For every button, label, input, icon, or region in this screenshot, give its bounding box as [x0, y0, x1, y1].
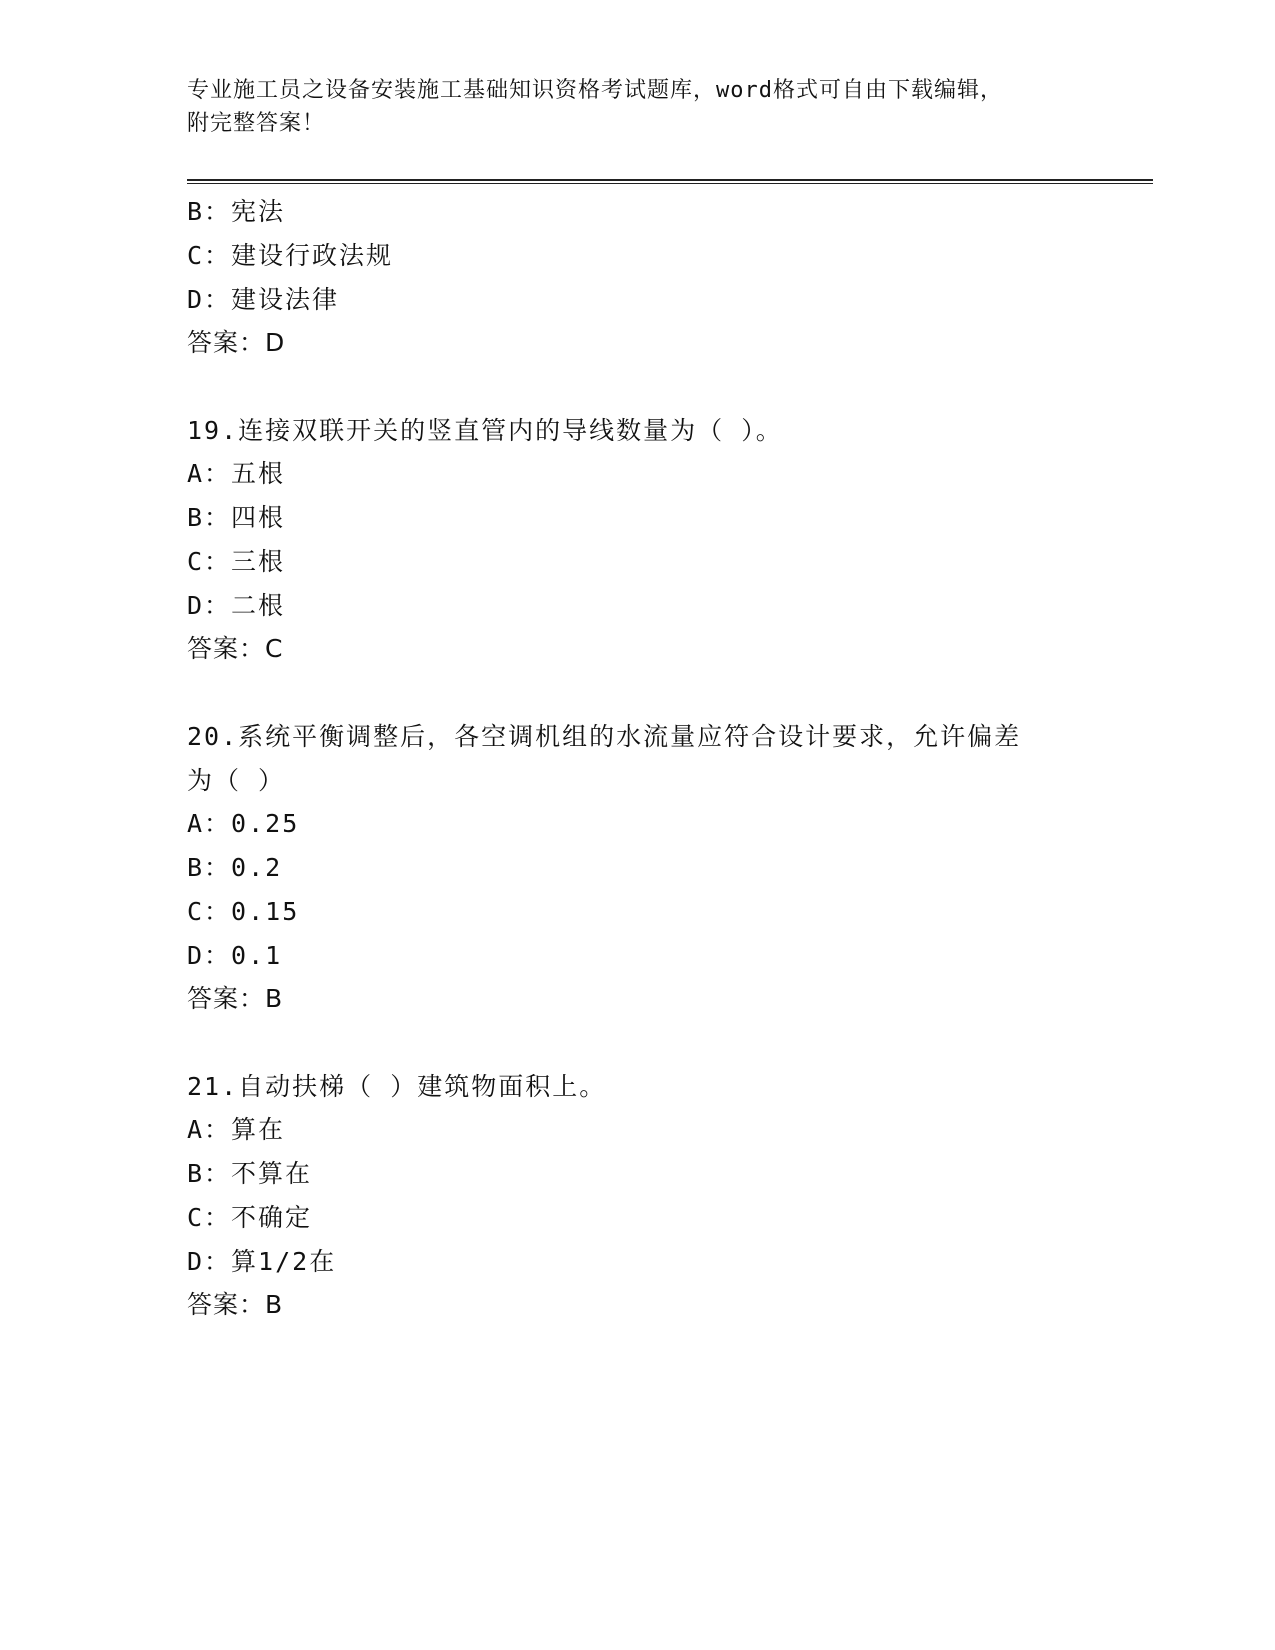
- q19-option-d: D：二根: [187, 591, 286, 620]
- document-header: [187, 74, 1087, 140]
- q18-option-c: C：建设行政法规: [187, 241, 394, 270]
- q20-option-d: D：0.1: [187, 941, 283, 970]
- header-line-2: 附完整答案！: [187, 111, 326, 136]
- q21-stem: 21.自动扶梯（ ）建筑物面积上。: [187, 1072, 607, 1101]
- q21-option-b: B：不算在: [187, 1159, 313, 1188]
- header-divider-thick: [187, 179, 1153, 181]
- header-line-1: 专业施工员之设备安装施工基础知识资格考试题库，word格式可自由下载编辑，: [187, 78, 1003, 103]
- header-divider-thin: [187, 183, 1153, 184]
- q20-stem-line-1: 20.系统平衡调整后，各空调机组的水流量应符合设计要求，允许偏差: [187, 722, 1022, 751]
- q18-option-b: B：宪法: [187, 197, 286, 226]
- q18-answer: 答案：D: [187, 328, 286, 357]
- q21-answer: 答案：B: [187, 1290, 284, 1319]
- q19-answer: 答案：C: [187, 634, 284, 663]
- q19-option-b: B：四根: [187, 503, 286, 532]
- q19-option-a: A：五根: [187, 459, 286, 488]
- q18-option-d: D：建设法律: [187, 285, 340, 314]
- q20-option-b: B：0.2: [187, 853, 283, 882]
- q19-stem: 19.连接双联开关的竖直管内的导线数量为（ ）。: [187, 416, 783, 445]
- q21-option-a: A：算在: [187, 1115, 286, 1144]
- q20-option-c: C：0.15: [187, 897, 300, 926]
- q19-option-c: C：三根: [187, 547, 286, 576]
- q20-answer: 答案：B: [187, 984, 284, 1013]
- q21-option-d: D：算1/2在: [187, 1247, 337, 1276]
- q21-option-c: C：不确定: [187, 1203, 313, 1232]
- q20-stem-line-2: 为（ ）: [187, 766, 286, 795]
- q20-option-a: A：0.25: [187, 809, 300, 838]
